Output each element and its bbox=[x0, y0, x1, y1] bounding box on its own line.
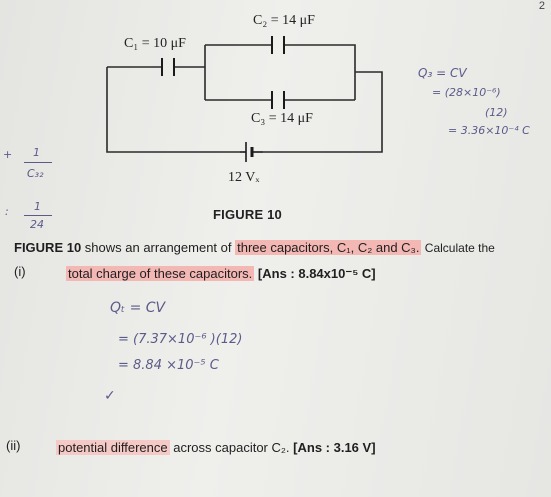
handwriting-work-2: = (7.37×10⁻⁶ )(12) bbox=[118, 332, 243, 347]
question-intro-bold: FIGURE 10 bbox=[14, 240, 82, 255]
part-ii bbox=[56, 440, 376, 455]
handwriting-side-3: (12) bbox=[485, 106, 508, 119]
part-i-answer: [Ans : 8.84x10⁻⁵ C] bbox=[257, 266, 376, 281]
part-i-label: (i) bbox=[14, 264, 26, 279]
question-intro bbox=[14, 240, 495, 255]
handwriting-work-1: Qₜ = CV bbox=[110, 300, 166, 316]
handwriting-left-2: C₃₂ bbox=[27, 167, 44, 180]
handwriting-left-4: 24 bbox=[30, 218, 44, 231]
part-i bbox=[66, 266, 376, 282]
c3-label: C₃ = 14 μF bbox=[251, 111, 313, 126]
handwriting-left-3: 1 bbox=[34, 200, 41, 213]
worksheet-page: 2 C₁ = 10 μF C₂ = 14 μF C₃ = 14 μF 12 Vₓ FIGURE 10 Q₃ = CV = (28×10⁻⁶) (12) = 3.36×10⁻⁴ C + 1 C₃₂ : 1 24 FIGURE 10 shows an arrangement of three capacitors, C₁, C₂ and C₃. Calculate the (i) total charge of these capacitors. [Ans : 8.84x10⁻⁵ C] Qₜ = CV = (7.37×10⁻⁶ )(12) = 8.84 ×10⁻⁵ C ✓ (ii) potential difference across capacitor C₂. [Ans : 3.16 V] bbox=[0, 0, 551, 497]
question-intro-a: shows an arrangement of bbox=[81, 240, 236, 255]
voltage-label: 12 Vₓ bbox=[228, 170, 260, 185]
handwriting-tick: ✓ bbox=[104, 388, 116, 404]
figure-caption: FIGURE 10 bbox=[213, 207, 282, 222]
handwriting-work-3: = 8.84 ×10⁻⁵ C bbox=[118, 358, 219, 373]
c2-label: C₂ = 14 μF bbox=[253, 13, 315, 28]
handwriting-side-2: = (28×10⁻⁶) bbox=[432, 86, 501, 99]
question-intro-b: Calculate the bbox=[421, 241, 495, 255]
part-ii-answer: [Ans : 3.16 V] bbox=[293, 440, 376, 455]
part-ii-text-b: across capacitor C₂. bbox=[169, 440, 290, 455]
part-ii-label: (ii) bbox=[6, 438, 21, 453]
part-i-text: total charge of these capacitors. bbox=[68, 266, 253, 281]
page-number: 2 bbox=[538, 0, 545, 12]
c1-label: C₁ = 10 μF bbox=[124, 36, 186, 51]
handwriting-side-1: Q₃ = CV bbox=[418, 66, 467, 80]
part-ii-text-a: potential difference bbox=[58, 440, 168, 455]
handwriting-left-1: 1 bbox=[33, 146, 40, 159]
wire-c2-right bbox=[284, 45, 355, 100]
handwriting-side-4: = 3.36×10⁻⁴ C bbox=[448, 124, 530, 137]
wire-left-bottom bbox=[107, 67, 240, 152]
question-intro-highlight: three capacitors, C₁, C₂ and C₃. bbox=[237, 240, 420, 255]
